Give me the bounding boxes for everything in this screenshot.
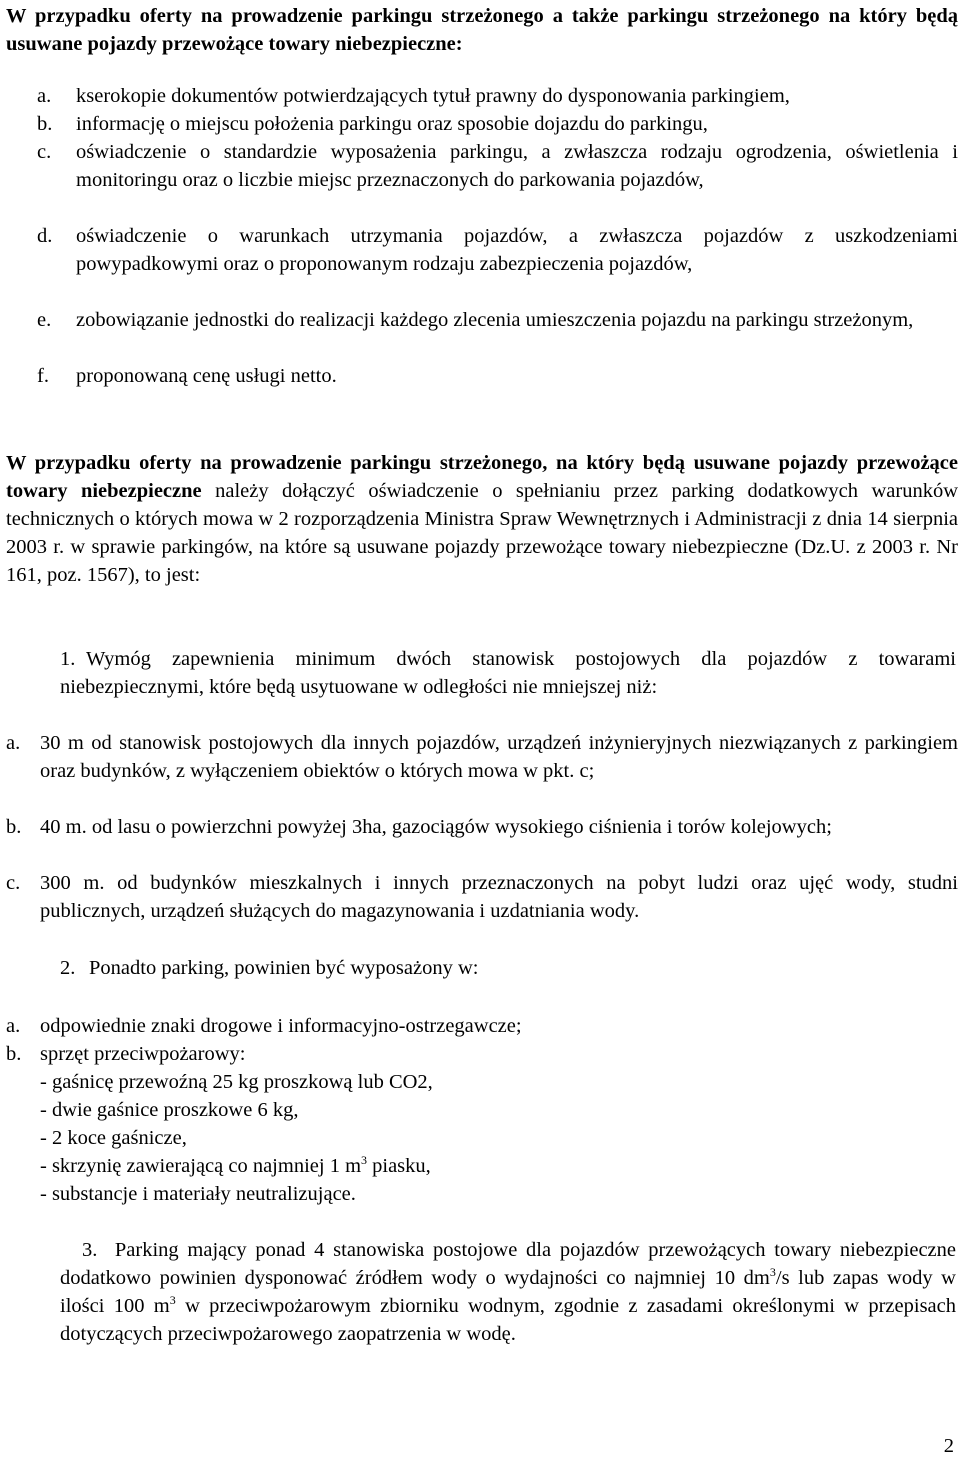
conditions-paragraph	[6, 449, 958, 589]
list1-item-d	[37, 222, 957, 306]
list-text: sprzęt przeciwpożarowy:	[40, 1043, 246, 1065]
list-marker: a.	[6, 1015, 21, 1037]
requirement-text: w przeciwpożarowym zbiorniku wodnym, zgodnie z zasadami określonymi w przepisach dotyczących przeciwpożarowego zaopatrzenia w wodę.	[60, 1295, 957, 1345]
list-text: oświadczenie o standardzie wyposażenia parkingu, a zwłaszcza rodzaju ogrodzenia, oświetlenia i monitoringu oraz o liczbie miejsc przeznaczonych do parkowania pojazdów,	[76, 141, 958, 191]
equipment-item: - 2 koce gaśnicze,	[40, 1127, 187, 1149]
list-marker: a.	[37, 85, 52, 107]
list-marker: c.	[37, 141, 52, 163]
list-marker: d.	[37, 225, 53, 247]
list-marker: b.	[6, 816, 22, 838]
equipment-list	[40, 1068, 940, 1208]
list1-item-c	[37, 138, 957, 222]
equipment-item-tail: piasku,	[367, 1155, 431, 1177]
intro-heading: W przypadku oferty na prowadzenie parkingu strzeżonego a także parkingu strzeżonego na który będą usuwane pojazdy przewożące towary niebezpieczne:	[6, 5, 958, 55]
list2-item-a	[6, 729, 958, 813]
list1-item-a	[37, 82, 957, 110]
list3-item-b	[6, 1040, 958, 1068]
requirement-1	[60, 645, 958, 701]
list-text: 40 m. od lasu o powierzchni powyżej 3ha, gazociągów wysokiego ciśnienia i torów kolejowych;	[40, 816, 832, 838]
superscript: 3	[169, 1293, 176, 1308]
list-text: 300 m. od budynków mieszkalnych i innych przeznaczonych na pobyt ludzi oraz ujęć wody, studni publicznych, urządzeń służących do magazynowania i uzdatniania wody.	[40, 872, 958, 922]
requirement-2	[60, 954, 958, 982]
list-marker: a.	[6, 732, 21, 754]
requirement-marker: 3.	[82, 1239, 98, 1261]
list1-item-f	[37, 362, 957, 390]
list-marker: f.	[37, 365, 49, 387]
requirement-text: /s lub zapas wody w ilości 100 m	[60, 1267, 956, 1317]
requirement-marker: 2.	[60, 957, 76, 979]
list-marker: c.	[6, 872, 21, 894]
page-number: 2	[943, 1435, 954, 1457]
requirement-text: Parking mający ponad 4 stanowiska postojowe dla pojazdów przewożących towary niebezpieczne dodatkowo powinien dysponować źródłem wody o wydajności co najmniej 10 dm	[60, 1239, 957, 1289]
list3-item-a	[6, 1012, 958, 1040]
conditions-paragraph-bold: W przypadku oferty na prowadzenie parkingu strzeżonego, na który będą usuwane pojazdy przewożące towary niebezpieczne	[6, 452, 958, 502]
requirement-marker: 1.	[60, 648, 76, 670]
list-text: kserokopie dokumentów potwierdzających tytuł prawny do dysponowania parkingiem,	[76, 85, 790, 107]
list-text: informację o miejscu położenia parkingu oraz sposobie dojazdu do parkingu,	[76, 113, 708, 135]
requirement-3	[60, 1236, 956, 1348]
list-text: odpowiednie znaki drogowe i informacyjno-ostrzegawcze;	[40, 1015, 522, 1037]
equipment-item-text: - skrzynię zawierającą co najmniej 1 m	[40, 1155, 362, 1177]
list-text: proponowaną cenę usługi netto.	[76, 365, 337, 387]
list-text: 30 m od stanowisk postojowych dla innych pojazdów, urządzeń inżynieryjnych niezwiązanych z parkingiem oraz budynków, z wyłączeniem obiektów o których mowa w pkt. c;	[40, 732, 958, 782]
list-marker: b.	[37, 113, 53, 135]
requirement-text: Wymóg zapewnienia minimum dwóch stanowisk postojowych dla pojazdów z towarami niebezpiecznymi, które będą usytuowane w odległości nie mniejszej niż:	[60, 648, 956, 698]
list-marker: b.	[6, 1043, 22, 1065]
list2-item-b	[6, 813, 958, 869]
list1-item-e	[37, 306, 957, 362]
superscript: 3	[361, 1153, 368, 1168]
equipment-item: - dwie gaśnice proszkowe 6 kg,	[40, 1099, 299, 1121]
requirement-text: Ponadto parking, powinien być wyposażony w:	[89, 957, 479, 979]
list-text: zobowiązanie jednostki do realizacji każdego zlecenia umieszczenia pojazdu na parkingu strzeżonym,	[76, 309, 914, 331]
equipment-item: - gaśnicę przewoźną 25 kg proszkową lub CO2,	[40, 1071, 433, 1093]
list1-item-b	[37, 110, 957, 138]
list-marker: e.	[37, 309, 52, 331]
superscript: 3	[769, 1265, 776, 1280]
list2-item-c	[6, 869, 958, 925]
list-text: oświadczenie o warunkach utrzymania pojazdów, a zwłaszcza pojazdów z uszkodzeniami powypadkowymi oraz o proponowanym rodzaju zabezpieczenia pojazdów,	[76, 225, 958, 275]
equipment-item: - substancje i materiały neutralizujące.	[40, 1183, 356, 1205]
conditions-paragraph-text: należy dołączyć oświadczenie o spełnianiu przez parking dodatkowych warunków technicznych o których mowa w 2 rozporządzenia Ministra Spraw Wewnętrznych i Administracji z dnia 14 sierpnia 2003 r. w sprawie parkingów, na które są usuwane pojazdy przewożące towary niebezpieczne (Dz.U. z 2003 r. Nr 161, poz. 1567), to jest:	[6, 480, 959, 586]
equipment-item	[40, 1152, 940, 1180]
